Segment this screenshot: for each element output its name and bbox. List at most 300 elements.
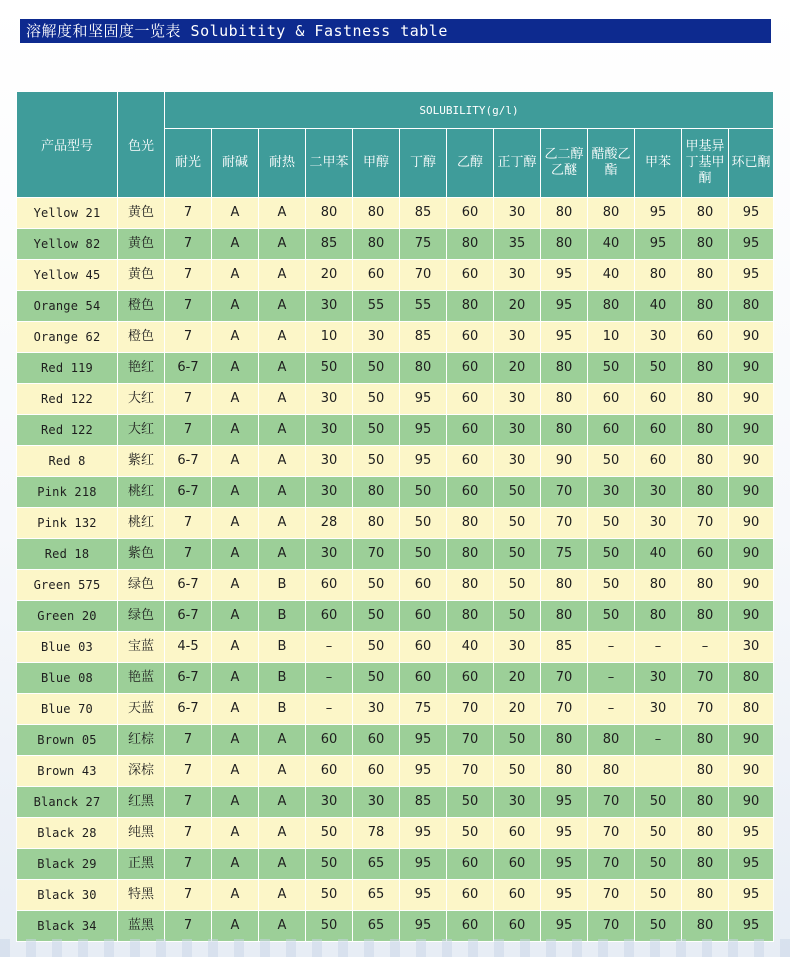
value-cell: 80 (682, 353, 729, 384)
table-row (17, 849, 774, 880)
value-cell: A (212, 260, 259, 291)
value-cell: 6-7 (165, 663, 212, 694)
product-name-cell: Pink 218 (17, 477, 118, 508)
header-column: 乙醇 (447, 129, 494, 198)
value-cell: 95 (635, 229, 682, 260)
value-cell: 60 (353, 725, 400, 756)
value-cell: 60 (635, 384, 682, 415)
value-cell: A (259, 818, 306, 849)
value-cell: 60 (400, 663, 447, 694)
value-cell: 10 (588, 322, 635, 353)
value-cell: 85 (400, 322, 447, 353)
value-cell: 50 (400, 477, 447, 508)
value-cell: 35 (494, 229, 541, 260)
value-cell: 7 (165, 291, 212, 322)
header-column: 耐光 (165, 129, 212, 198)
value-cell: 55 (400, 291, 447, 322)
value-cell: A (259, 446, 306, 477)
value-cell: 60 (400, 632, 447, 663)
color-cell: 绿色 (118, 570, 165, 601)
value-cell: 80 (682, 911, 729, 942)
value-cell: 7 (165, 415, 212, 446)
product-name-cell: Pink 132 (17, 508, 118, 539)
value-cell: 80 (682, 477, 729, 508)
value-cell: 80 (447, 508, 494, 539)
value-cell: 70 (588, 880, 635, 911)
value-cell: 60 (447, 911, 494, 942)
product-name-cell: Brown 05 (17, 725, 118, 756)
value-cell: 80 (682, 601, 729, 632)
table-body (17, 198, 774, 942)
value-cell: A (212, 570, 259, 601)
value-cell: 80 (682, 880, 729, 911)
value-cell: 70 (447, 756, 494, 787)
value-cell: A (212, 229, 259, 260)
value-cell: 80 (588, 756, 635, 787)
value-cell: 80 (635, 601, 682, 632)
value-cell: 80 (447, 601, 494, 632)
value-cell: 50 (447, 787, 494, 818)
value-cell: A (259, 911, 306, 942)
value-cell: 50 (494, 508, 541, 539)
value-cell: 30 (635, 477, 682, 508)
value-cell: 60 (400, 570, 447, 601)
value-cell: 7 (165, 322, 212, 353)
value-cell: 90 (729, 384, 774, 415)
value-cell: 6-7 (165, 694, 212, 725)
color-cell: 大红 (118, 415, 165, 446)
value-cell: 60 (447, 415, 494, 446)
value-cell: 65 (353, 880, 400, 911)
value-cell: 60 (306, 601, 353, 632)
header-column: 环已酮 (729, 129, 774, 198)
value-cell: 95 (400, 446, 447, 477)
table-row (17, 756, 774, 787)
table-row (17, 632, 774, 663)
value-cell: 70 (541, 477, 588, 508)
header-column: 正丁醇 (494, 129, 541, 198)
color-cell: 红棕 (118, 725, 165, 756)
value-cell: 30 (494, 198, 541, 229)
value-cell: 30 (306, 415, 353, 446)
value-cell: 40 (588, 260, 635, 291)
value-cell: 50 (353, 384, 400, 415)
value-cell: 7 (165, 787, 212, 818)
value-cell: 50 (353, 632, 400, 663)
value-cell: 30 (353, 322, 400, 353)
value-cell: 60 (682, 539, 729, 570)
value-cell: 6-7 (165, 477, 212, 508)
value-cell: 95 (400, 384, 447, 415)
value-cell: 20 (494, 694, 541, 725)
color-cell: 紫色 (118, 539, 165, 570)
value-cell: 60 (588, 384, 635, 415)
value-cell: 60 (494, 880, 541, 911)
value-cell: A (259, 260, 306, 291)
value-cell: 70 (541, 694, 588, 725)
value-cell: 90 (729, 353, 774, 384)
value-cell: 60 (306, 570, 353, 601)
value-cell: – (306, 632, 353, 663)
value-cell: 20 (494, 291, 541, 322)
value-cell: 60 (447, 353, 494, 384)
value-cell: A (259, 849, 306, 880)
color-cell: 桃红 (118, 508, 165, 539)
value-cell: 95 (400, 725, 447, 756)
value-cell: 30 (306, 477, 353, 508)
value-cell: 50 (588, 601, 635, 632)
value-cell: 30 (353, 694, 400, 725)
value-cell: 60 (447, 322, 494, 353)
value-cell: 85 (306, 229, 353, 260)
color-cell: 大红 (118, 384, 165, 415)
value-cell: 70 (541, 663, 588, 694)
value-cell: 50 (635, 911, 682, 942)
table-row (17, 353, 774, 384)
value-cell: 60 (306, 756, 353, 787)
value-cell: 70 (353, 539, 400, 570)
value-cell: 7 (165, 725, 212, 756)
value-cell: 50 (306, 818, 353, 849)
value-cell: 95 (541, 291, 588, 322)
product-name-cell: Black 29 (17, 849, 118, 880)
value-cell: 20 (306, 260, 353, 291)
value-cell: 70 (541, 508, 588, 539)
value-cell: 95 (541, 260, 588, 291)
value-cell: 40 (447, 632, 494, 663)
value-cell: 80 (447, 570, 494, 601)
table-row (17, 229, 774, 260)
value-cell: 80 (541, 384, 588, 415)
value-cell: A (212, 477, 259, 508)
product-name-cell: Orange 62 (17, 322, 118, 353)
value-cell: B (259, 694, 306, 725)
value-cell: A (212, 632, 259, 663)
value-cell: – (635, 632, 682, 663)
value-cell: 95 (400, 849, 447, 880)
header-column: 丁醇 (400, 129, 447, 198)
value-cell: A (259, 756, 306, 787)
value-cell: 80 (635, 570, 682, 601)
value-cell: 95 (729, 818, 774, 849)
color-cell: 正黑 (118, 849, 165, 880)
value-cell: A (212, 880, 259, 911)
product-name-cell: Blue 70 (17, 694, 118, 725)
value-cell: 95 (400, 756, 447, 787)
table-header (17, 92, 774, 198)
table-row (17, 694, 774, 725)
value-cell: 60 (447, 477, 494, 508)
value-cell: 30 (494, 322, 541, 353)
value-cell: A (259, 725, 306, 756)
value-cell: 50 (494, 539, 541, 570)
value-cell: 7 (165, 508, 212, 539)
value-cell: 50 (447, 818, 494, 849)
value-cell: A (259, 198, 306, 229)
value-cell: 20 (494, 663, 541, 694)
value-cell: 70 (447, 694, 494, 725)
value-cell: 7 (165, 911, 212, 942)
value-cell: 50 (635, 880, 682, 911)
value-cell: 6-7 (165, 446, 212, 477)
value-cell: 28 (306, 508, 353, 539)
table-row (17, 384, 774, 415)
value-cell: A (259, 353, 306, 384)
header-column: 醋酸乙酯 (588, 129, 635, 198)
value-cell: – (306, 694, 353, 725)
value-cell: 7 (165, 384, 212, 415)
table-row (17, 880, 774, 911)
value-cell: 50 (306, 911, 353, 942)
value-cell: 60 (494, 818, 541, 849)
value-cell: 80 (541, 756, 588, 787)
value-cell: 70 (682, 663, 729, 694)
value-cell: 50 (494, 477, 541, 508)
value-cell: 95 (541, 880, 588, 911)
value-cell: 70 (588, 849, 635, 880)
value-cell: 50 (588, 570, 635, 601)
value-cell: 50 (400, 539, 447, 570)
table-row (17, 570, 774, 601)
value-cell: 90 (729, 508, 774, 539)
value-cell: 80 (588, 725, 635, 756)
fastness-table-container (16, 91, 773, 942)
value-cell: 80 (353, 477, 400, 508)
value-cell: 50 (306, 880, 353, 911)
value-cell: 50 (635, 818, 682, 849)
value-cell: 80 (541, 725, 588, 756)
value-cell: 50 (588, 539, 635, 570)
table-row (17, 508, 774, 539)
value-cell: 7 (165, 539, 212, 570)
value-cell: A (212, 384, 259, 415)
value-cell: 80 (682, 756, 729, 787)
value-cell: 80 (588, 198, 635, 229)
table-row (17, 539, 774, 570)
value-cell: 50 (635, 787, 682, 818)
value-cell: 95 (729, 198, 774, 229)
value-cell: 60 (494, 911, 541, 942)
value-cell: 95 (729, 911, 774, 942)
product-name-cell: Red 122 (17, 384, 118, 415)
value-cell: 95 (541, 787, 588, 818)
value-cell: 30 (635, 508, 682, 539)
value-cell: A (212, 663, 259, 694)
value-cell: 80 (682, 446, 729, 477)
value-cell: 30 (635, 322, 682, 353)
product-name-cell: Blue 03 (17, 632, 118, 663)
value-cell: 40 (635, 539, 682, 570)
value-cell: 60 (353, 756, 400, 787)
product-name-cell: Yellow 45 (17, 260, 118, 291)
value-cell: 4-5 (165, 632, 212, 663)
value-cell: 30 (494, 632, 541, 663)
value-cell: 50 (588, 446, 635, 477)
value-cell: 90 (729, 415, 774, 446)
value-cell: 80 (682, 291, 729, 322)
value-cell: 60 (447, 198, 494, 229)
value-cell: 60 (447, 260, 494, 291)
header-product: 产品型号 (17, 92, 118, 198)
value-cell: 70 (588, 818, 635, 849)
table-row (17, 818, 774, 849)
value-cell: A (259, 787, 306, 818)
value-cell: 30 (729, 632, 774, 663)
table-row (17, 415, 774, 446)
value-cell: – (588, 663, 635, 694)
value-cell: 7 (165, 260, 212, 291)
value-cell: 30 (494, 446, 541, 477)
color-cell: 蓝黑 (118, 911, 165, 942)
decorative-footer-pattern (0, 939, 790, 957)
value-cell: 65 (353, 911, 400, 942)
value-cell: A (212, 322, 259, 353)
value-cell: 90 (729, 477, 774, 508)
value-cell: 80 (682, 229, 729, 260)
value-cell: 7 (165, 849, 212, 880)
value-cell: – (588, 694, 635, 725)
value-cell: 50 (494, 725, 541, 756)
value-cell: 95 (400, 818, 447, 849)
value-cell: – (306, 663, 353, 694)
value-cell: 70 (447, 725, 494, 756)
value-cell: 95 (541, 818, 588, 849)
value-cell: A (259, 415, 306, 446)
value-cell: A (259, 539, 306, 570)
value-cell: – (588, 632, 635, 663)
value-cell: 6-7 (165, 570, 212, 601)
value-cell: 80 (541, 570, 588, 601)
header-column: 甲醇 (353, 129, 400, 198)
value-cell: 50 (635, 849, 682, 880)
value-cell: 30 (494, 415, 541, 446)
value-cell: 60 (447, 446, 494, 477)
value-cell: 75 (400, 694, 447, 725)
value-cell: 95 (729, 880, 774, 911)
value-cell: 90 (729, 446, 774, 477)
value-cell: 30 (306, 291, 353, 322)
value-cell: 90 (729, 725, 774, 756)
value-cell: 80 (729, 291, 774, 322)
value-cell: 80 (682, 818, 729, 849)
value-cell: 50 (353, 601, 400, 632)
product-name-cell: Yellow 82 (17, 229, 118, 260)
table-row (17, 911, 774, 942)
value-cell: 60 (682, 322, 729, 353)
header-solubility: SOLUBILITY(g/l) (165, 92, 774, 129)
value-cell: 80 (447, 539, 494, 570)
value-cell: 60 (447, 384, 494, 415)
value-cell: 50 (353, 663, 400, 694)
value-cell: 70 (588, 911, 635, 942)
product-name-cell: Yellow 21 (17, 198, 118, 229)
product-name-cell: Green 575 (17, 570, 118, 601)
value-cell: 80 (541, 353, 588, 384)
value-cell: A (212, 353, 259, 384)
value-cell: A (212, 911, 259, 942)
value-cell: 80 (447, 229, 494, 260)
value-cell: 30 (494, 260, 541, 291)
color-cell: 桃红 (118, 477, 165, 508)
value-cell: B (259, 632, 306, 663)
product-name-cell: Blue 08 (17, 663, 118, 694)
value-cell: 60 (635, 415, 682, 446)
value-cell: 90 (729, 322, 774, 353)
value-cell: 30 (353, 787, 400, 818)
value-cell: 80 (353, 198, 400, 229)
value-cell: 80 (400, 353, 447, 384)
value-cell: 80 (541, 415, 588, 446)
value-cell: 90 (729, 539, 774, 570)
value-cell: 70 (682, 694, 729, 725)
color-cell: 红黑 (118, 787, 165, 818)
color-cell: 黄色 (118, 260, 165, 291)
value-cell: 90 (729, 756, 774, 787)
table-row (17, 725, 774, 756)
value-cell: A (259, 229, 306, 260)
product-name-cell: Red 8 (17, 446, 118, 477)
value-cell: A (259, 384, 306, 415)
color-cell: 橙色 (118, 322, 165, 353)
value-cell: 6-7 (165, 601, 212, 632)
color-cell: 绿色 (118, 601, 165, 632)
value-cell: A (212, 601, 259, 632)
value-cell: A (212, 446, 259, 477)
value-cell: 80 (635, 260, 682, 291)
fastness-table (16, 91, 774, 942)
value-cell: 50 (494, 570, 541, 601)
value-cell: 80 (353, 229, 400, 260)
table-row (17, 446, 774, 477)
value-cell: 80 (682, 198, 729, 229)
header-column: 甲基异丁基甲酮 (682, 129, 729, 198)
value-cell: 60 (447, 880, 494, 911)
product-name-cell: Green 20 (17, 601, 118, 632)
value-cell: 60 (447, 849, 494, 880)
color-cell: 黄色 (118, 229, 165, 260)
value-cell: 50 (494, 756, 541, 787)
header-column: 二甲苯 (306, 129, 353, 198)
table-row (17, 663, 774, 694)
header-column: 耐热 (259, 129, 306, 198)
value-cell: A (259, 477, 306, 508)
product-name-cell: Black 28 (17, 818, 118, 849)
value-cell: B (259, 601, 306, 632)
value-cell: 7 (165, 818, 212, 849)
color-cell: 宝蓝 (118, 632, 165, 663)
value-cell: 95 (729, 229, 774, 260)
value-cell: 80 (682, 787, 729, 818)
header-color: 色光 (118, 92, 165, 198)
value-cell: 7 (165, 756, 212, 787)
value-cell: 80 (682, 849, 729, 880)
value-cell: 90 (729, 787, 774, 818)
value-cell: 80 (682, 725, 729, 756)
value-cell: A (259, 880, 306, 911)
value-cell: 80 (447, 291, 494, 322)
value-cell: 95 (541, 322, 588, 353)
product-name-cell: Orange 54 (17, 291, 118, 322)
value-cell: 70 (588, 787, 635, 818)
value-cell: 95 (729, 849, 774, 880)
value-cell: – (682, 632, 729, 663)
value-cell: B (259, 570, 306, 601)
table-row (17, 198, 774, 229)
value-cell: B (259, 663, 306, 694)
value-cell: A (259, 508, 306, 539)
value-cell: 40 (588, 229, 635, 260)
color-cell: 特黑 (118, 880, 165, 911)
